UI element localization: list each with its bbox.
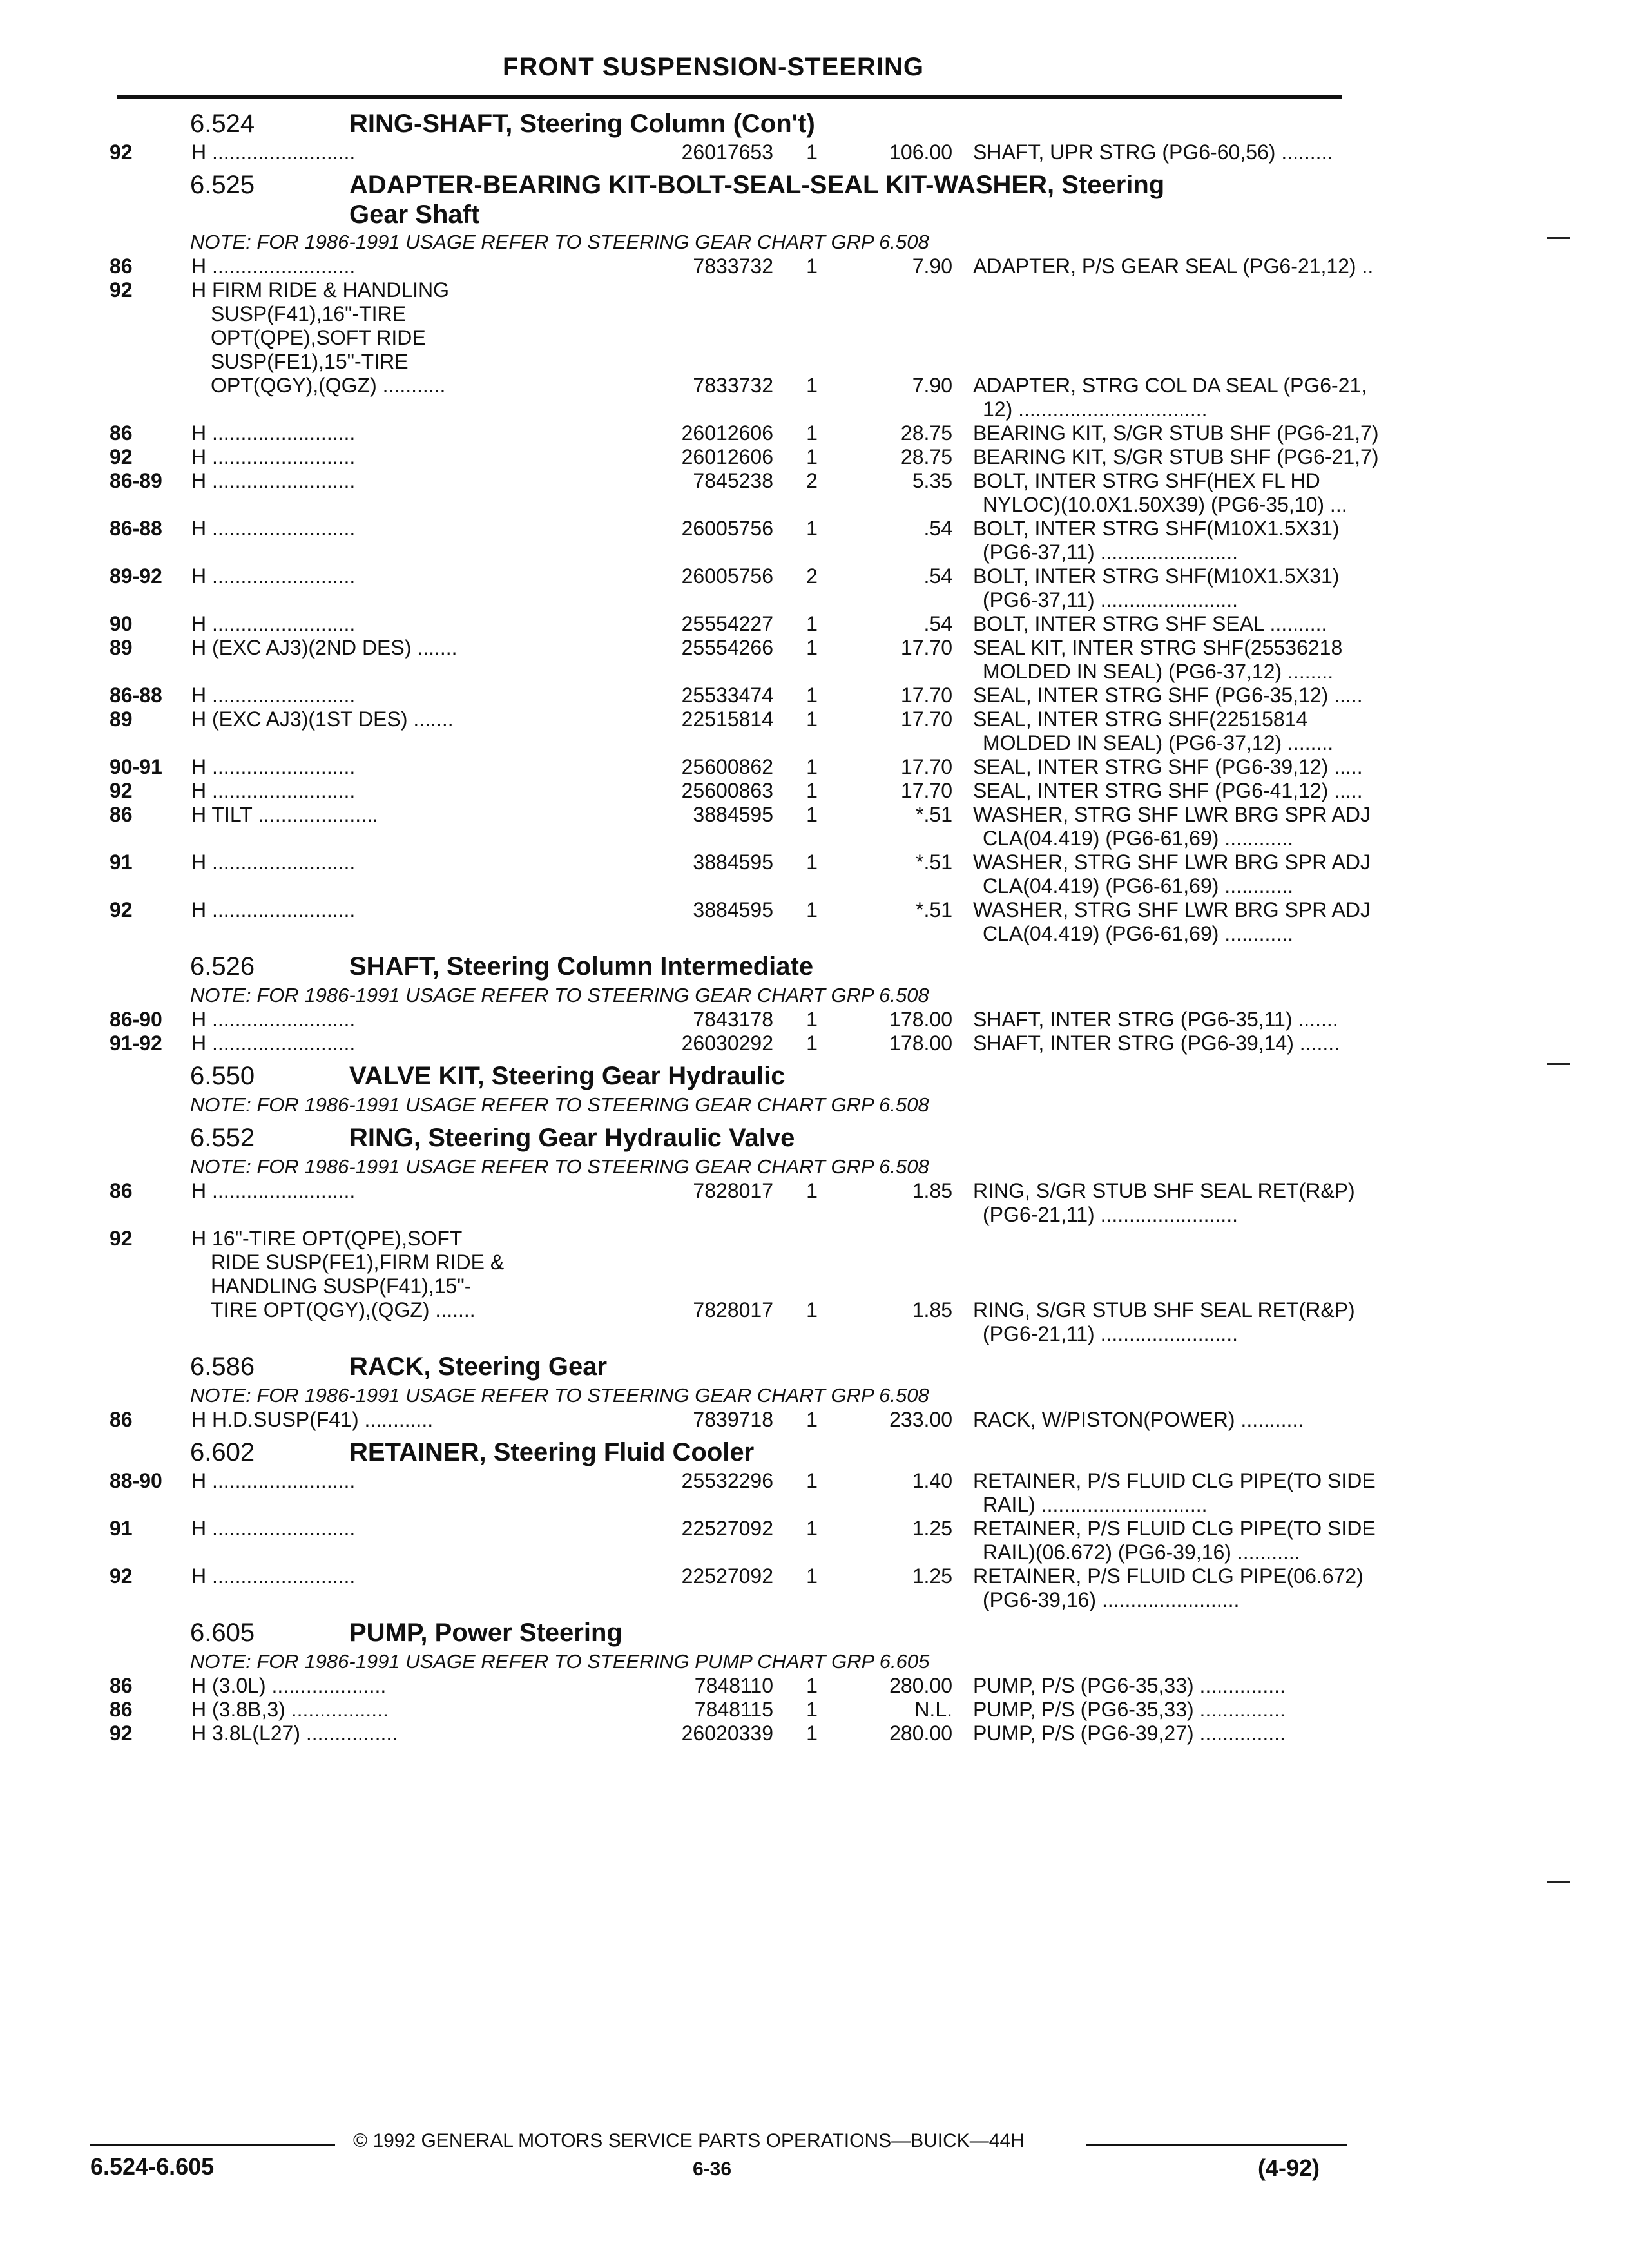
quantity: 2 [806, 469, 818, 492]
part-row [110, 1179, 1355, 1203]
model-year: 86-89 [110, 469, 162, 492]
usage: H ......................... [191, 755, 356, 778]
usage: H ......................... [191, 469, 356, 492]
section-heading [110, 950, 1347, 983]
part-number: 26012606 [681, 421, 773, 445]
footer-section-range: 6.524-6.605 [90, 2153, 215, 2180]
section-number: 6.525 [190, 171, 255, 199]
part-number: 7833732 [693, 374, 773, 397]
quantity: 1 [806, 421, 818, 445]
part-number: 25600862 [681, 755, 773, 778]
description: SEAL, INTER STRG SHF (PG6-39,12) ..... [973, 755, 1363, 778]
section-heading [110, 107, 1347, 140]
part-row [110, 684, 1363, 707]
description-continued [110, 731, 1347, 755]
description: BOLT, INTER STRG SHF(HEX FL HD [973, 469, 1320, 492]
model-year: 92 [110, 445, 133, 468]
quantity: 1 [806, 374, 818, 397]
section-heading [110, 1350, 1347, 1383]
price: .54 [923, 517, 952, 540]
part-row [110, 755, 1363, 779]
part-number: 22515814 [681, 707, 773, 731]
description: SEAL, INTER STRG SHF(22515814 [973, 707, 1308, 731]
part-row [110, 469, 1347, 493]
usage-note: NOTE: FOR 1986-1991 USAGE REFER TO STEERING GEAR CHART GRP 6.508 [190, 231, 929, 253]
description-line: CLA(04.419) (PG6-61,69) ............ [983, 827, 1293, 850]
usage: H ......................... [191, 421, 356, 445]
description: ADAPTER, P/S GEAR SEAL (PG6-21,12) .. [973, 255, 1374, 278]
part-row [110, 1517, 1376, 1541]
usage: H ......................... [191, 779, 356, 802]
part-number: 25533474 [681, 684, 773, 707]
description-line: (PG6-37,11) ........................ [983, 541, 1238, 564]
part-row [110, 850, 1371, 874]
margin-tick [1547, 1881, 1570, 1883]
description-continued [110, 1588, 1347, 1612]
section-heading [110, 1059, 1347, 1093]
description-continued [110, 922, 1347, 946]
description-line: (PG6-37,11) ........................ [983, 588, 1238, 611]
quantity: 1 [806, 898, 818, 921]
description: PUMP, P/S (PG6-35,33) ............... [973, 1698, 1286, 1721]
description-line: 12) ................................. [983, 398, 1208, 421]
part-row [110, 1408, 1347, 1432]
part-row [110, 636, 1347, 660]
description: SHAFT, UPR STRG (PG6-60,56) ......... [973, 140, 1333, 164]
quantity: 1 [806, 1469, 818, 1492]
footer-date: (4-92) [1258, 2155, 1320, 2181]
price: *.51 [916, 803, 952, 826]
part-number: 25554227 [681, 612, 773, 635]
part-number: 22527092 [681, 1564, 773, 1588]
description-continued [110, 493, 1347, 517]
part-number: 7848110 [694, 1674, 773, 1697]
description: RETAINER, P/S FLUID CLG PIPE(TO SIDE [973, 1517, 1376, 1540]
usage-line: RIDE SUSP(FE1),FIRM RIDE & [211, 1251, 505, 1274]
usage: H ......................... [191, 1179, 356, 1202]
model-year: 90-91 [110, 755, 162, 778]
price: 106.00 [889, 140, 952, 164]
part-row [110, 707, 1347, 731]
price: 178.00 [889, 1032, 952, 1055]
quantity: 1 [806, 803, 818, 826]
usage: H (EXC AJ3)(2ND DES) ....... [191, 636, 458, 659]
quantity: 1 [806, 1408, 818, 1431]
description-line: RAIL)(06.672) (PG6-39,16) ........... [983, 1541, 1300, 1564]
usage: H 3.8L(L27) ................ [191, 1722, 398, 1745]
usage: H ......................... [191, 1008, 356, 1031]
description: SHAFT, INTER STRG (PG6-39,14) ....... [973, 1032, 1340, 1055]
part-number: 7833732 [693, 255, 773, 278]
part-number: 25554266 [681, 636, 773, 659]
price: N.L. [914, 1698, 952, 1721]
part-number: 26012606 [681, 445, 773, 468]
description: BOLT, INTER STRG SHF(M10X1.5X31) [973, 517, 1340, 540]
description: ADAPTER, STRG COL DA SEAL (PG6-21, [973, 374, 1367, 397]
price: 17.70 [900, 779, 952, 802]
quantity: 1 [806, 684, 818, 707]
description-continued [110, 588, 1347, 612]
description: WASHER, STRG SHF LWR BRG SPR ADJ [973, 898, 1371, 921]
quantity: 1 [806, 612, 818, 635]
usage-line: HANDLING SUSP(F41),15"- [211, 1274, 472, 1298]
part-number: 7828017 [693, 1298, 773, 1321]
usage-note: NOTE: FOR 1986-1991 USAGE REFER TO STEERING GEAR CHART GRP 6.508 [190, 1155, 929, 1178]
price: .54 [923, 564, 952, 588]
description-continued [110, 1493, 1347, 1517]
section-heading [110, 168, 1347, 202]
price: 17.70 [900, 684, 952, 707]
part-number: 7843178 [693, 1008, 773, 1031]
model-year: 86-88 [110, 517, 162, 540]
quantity: 1 [806, 1564, 818, 1588]
description-continued [110, 541, 1347, 564]
model-year: 92 [110, 1564, 133, 1588]
description-line: (PG6-21,11) ........................ [983, 1322, 1238, 1345]
quantity: 1 [806, 1179, 818, 1202]
section-number: 6.524 [190, 110, 255, 138]
description-continued [110, 1203, 1347, 1227]
description-line: CLA(04.419) (PG6-61,69) ............ [983, 922, 1293, 945]
model-year: 86-88 [110, 684, 162, 707]
part-number: 26005756 [681, 517, 773, 540]
part-row [110, 803, 1371, 827]
part-number: 22527092 [681, 1517, 773, 1540]
usage: H ......................... [191, 850, 356, 874]
price: 17.70 [900, 707, 952, 731]
part-number: 25532296 [681, 1469, 773, 1492]
quantity: 1 [806, 1298, 818, 1321]
model-year: 86 [110, 421, 133, 445]
part-row [110, 445, 1379, 469]
part-row [110, 612, 1347, 636]
model-year: 92 [110, 1227, 133, 1250]
part-row [110, 278, 1347, 302]
model-year: 86 [110, 1698, 133, 1721]
price: 28.75 [900, 421, 952, 445]
part-number: 26005756 [681, 564, 773, 588]
usage: H 16"-TIRE OPT(QPE),SOFT [191, 1227, 463, 1250]
quantity: 1 [806, 707, 818, 731]
usage: H ......................... [191, 517, 356, 540]
part-row [110, 140, 1347, 164]
quantity: 1 [806, 255, 818, 278]
part-row [110, 1674, 1347, 1698]
description-line: RAIL) ............................. [983, 1493, 1208, 1516]
section-number: 6.602 [190, 1438, 255, 1466]
model-year: 92 [110, 779, 133, 802]
quantity: 1 [806, 1698, 818, 1721]
usage: H FIRM RIDE & HANDLING [191, 278, 450, 302]
price: *.51 [916, 850, 952, 874]
part-row [110, 421, 1379, 445]
part-number: 7848115 [694, 1698, 773, 1721]
usage: H ......................... [191, 898, 356, 921]
part-number: 26030292 [681, 1032, 773, 1055]
part-row [110, 1032, 1347, 1055]
description-line: (PG6-21,11) ........................ [983, 1203, 1238, 1226]
section-title: RETAINER, Steering Fluid Cooler [349, 1438, 755, 1466]
model-year: 91 [110, 1517, 133, 1540]
price: 178.00 [889, 1008, 952, 1031]
footer-rule-left [90, 2144, 335, 2146]
usage: H ......................... [191, 564, 356, 588]
section-title: RACK, Steering Gear [349, 1352, 608, 1381]
usage: H H.D.SUSP(F41) ............ [191, 1408, 434, 1431]
usage: H ......................... [191, 684, 356, 707]
model-year: 86 [110, 255, 133, 278]
margin-tick [1547, 1063, 1570, 1065]
price: 280.00 [889, 1674, 952, 1697]
usage: H ......................... [191, 445, 356, 468]
price: 7.90 [912, 255, 952, 278]
usage: H ......................... [191, 612, 356, 635]
price: 1.85 [912, 1179, 952, 1202]
part-row [110, 898, 1371, 922]
usage-line: SUSP(F41),16"-TIRE [211, 302, 406, 325]
description: RETAINER, P/S FLUID CLG PIPE(06.672) [973, 1564, 1364, 1588]
price: 280.00 [889, 1722, 952, 1745]
description-line: MOLDED IN SEAL) (PG6-37,12) ........ [983, 660, 1334, 683]
description: RACK, W/PISTON(POWER) ........... [973, 1408, 1304, 1431]
price: 17.70 [900, 636, 952, 659]
description-continued [110, 827, 1347, 850]
price: 1.40 [912, 1469, 952, 1492]
description: PUMP, P/S (PG6-35,33) ............... [973, 1674, 1286, 1697]
price: *.51 [916, 898, 952, 921]
model-year: 88-90 [110, 1469, 162, 1492]
model-year: 91-92 [110, 1032, 162, 1055]
usage: H ......................... [191, 1032, 356, 1055]
description-continued [110, 660, 1347, 684]
usage: H ......................... [191, 255, 356, 278]
model-year: 86 [110, 1179, 133, 1202]
part-row [110, 1227, 1347, 1251]
usage-continued [110, 350, 1347, 374]
usage-note: NOTE: FOR 1986-1991 USAGE REFER TO STEERING GEAR CHART GRP 6.508 [190, 984, 929, 1006]
quantity: 1 [806, 755, 818, 778]
description-line: MOLDED IN SEAL) (PG6-37,12) ........ [983, 731, 1334, 754]
price: 1.25 [912, 1564, 952, 1588]
section-number: 6.605 [190, 1619, 255, 1647]
section-title: SHAFT, Steering Column Intermediate [349, 952, 814, 981]
description-line: (PG6-39,16) ........................ [983, 1588, 1240, 1611]
part-number: 26017653 [681, 140, 773, 164]
usage-continued [110, 1274, 1347, 1298]
description: RING, S/GR STUB SHF SEAL RET(R&P) [973, 1298, 1355, 1321]
section-heading [110, 1616, 1347, 1649]
usage: H ......................... [191, 1517, 356, 1540]
price: 5.35 [912, 469, 952, 492]
section-title: PUMP, Power Steering [349, 1619, 622, 1647]
usage: H TILT ..................... [191, 803, 378, 826]
part-number: 7845238 [693, 469, 773, 492]
description-line: NYLOC)(10.0X1.50X39) (PG6-35,10) ... [983, 493, 1347, 516]
quantity: 1 [806, 445, 818, 468]
usage: H (3.0L) .................... [191, 1674, 387, 1697]
quantity: 1 [806, 779, 818, 802]
part-row [110, 1722, 1347, 1745]
part-number: 3884595 [693, 803, 773, 826]
description-continued [110, 1322, 1347, 1346]
part-row [110, 255, 1374, 278]
margin-tick [1547, 237, 1570, 239]
description: SEAL, INTER STRG SHF (PG6-41,12) ..... [973, 779, 1363, 802]
description: RING, S/GR STUB SHF SEAL RET(R&P) [973, 1179, 1355, 1202]
description: RETAINER, P/S FLUID CLG PIPE(TO SIDE [973, 1469, 1376, 1492]
page-title: FRONT SUSPENSION-STEERING [503, 53, 924, 81]
part-row [110, 517, 1347, 541]
usage-line: TIRE OPT(QGY),(QGZ) ....... [211, 1298, 476, 1321]
section-number: 6.552 [190, 1124, 255, 1152]
section-heading [110, 1121, 1347, 1155]
description-continued [110, 1541, 1347, 1564]
part-number: 7828017 [693, 1179, 773, 1202]
usage: H (EXC AJ3)(1ST DES) ....... [191, 707, 454, 731]
model-year: 86 [110, 1674, 133, 1697]
section-title: VALVE KIT, Steering Gear Hydraulic [349, 1062, 786, 1090]
part-row [110, 1564, 1364, 1588]
description: BEARING KIT, S/GR STUB SHF (PG6-21,7) [973, 445, 1379, 468]
description: BOLT, INTER STRG SHF SEAL .......... [973, 612, 1327, 635]
description-line: CLA(04.419) (PG6-61,69) ............ [983, 874, 1293, 898]
section-title: ADAPTER-BEARING KIT-BOLT-SEAL-SEAL KIT-WASHER, Steering [349, 171, 1165, 199]
part-number: 25600863 [681, 779, 773, 802]
model-year: 89 [110, 707, 133, 731]
description: PUMP, P/S (PG6-39,27) ............... [973, 1722, 1286, 1745]
description: BEARING KIT, S/GR STUB SHF (PG6-21,7) [973, 421, 1379, 445]
usage: H ......................... [191, 1469, 356, 1492]
quantity: 1 [806, 1722, 818, 1745]
header-rule [117, 95, 1342, 99]
part-row [110, 564, 1347, 588]
section-number: 6.586 [190, 1352, 255, 1381]
part-row [110, 1469, 1376, 1493]
section-heading [110, 1436, 1347, 1469]
part-number: 7839718 [693, 1408, 773, 1431]
quantity: 1 [806, 1517, 818, 1540]
model-year: 86 [110, 1408, 133, 1431]
usage: H ......................... [191, 1564, 356, 1588]
price: 1.25 [912, 1517, 952, 1540]
usage: H ......................... [191, 140, 356, 164]
price: 1.85 [912, 1298, 952, 1321]
part-row-values [110, 1298, 1355, 1322]
part-row [110, 1698, 1347, 1722]
part-row-values [110, 374, 1367, 398]
price: 28.75 [900, 445, 952, 468]
description: SHAFT, INTER STRG (PG6-35,11) ....... [973, 1008, 1338, 1031]
usage-line: SUSP(FE1),15"-TIRE [211, 350, 409, 373]
footer-rule-right [1086, 2144, 1347, 2146]
part-row [110, 1008, 1347, 1032]
model-year: 86 [110, 803, 133, 826]
usage-note: NOTE: FOR 1986-1991 USAGE REFER TO STEERING GEAR CHART GRP 6.508 [190, 1093, 929, 1116]
part-number: 26020339 [681, 1722, 773, 1745]
description: SEAL, INTER STRG SHF (PG6-35,12) ..... [973, 684, 1363, 707]
usage: H (3.8B,3) ................. [191, 1698, 389, 1721]
model-year: 89-92 [110, 564, 162, 588]
description-continued [110, 398, 1347, 421]
usage-note: NOTE: FOR 1986-1991 USAGE REFER TO STEERING GEAR CHART GRP 6.508 [190, 1384, 929, 1407]
quantity: 1 [806, 1674, 818, 1697]
parts-listing [110, 103, 1379, 1745]
usage-note: NOTE: FOR 1986-1991 USAGE REFER TO STEERING PUMP CHART GRP 6.605 [190, 1650, 930, 1673]
price: .54 [923, 612, 952, 635]
usage-line: OPT(QPE),SOFT RIDE [211, 326, 426, 349]
footer-copyright: © 1992 GENERAL MOTORS SERVICE PARTS OPERATIONS—BUICK—44H [353, 2130, 1025, 2151]
description: BOLT, INTER STRG SHF(M10X1.5X31) [973, 564, 1340, 588]
description-continued [110, 874, 1347, 898]
model-year: 92 [110, 898, 133, 921]
quantity: 1 [806, 1008, 818, 1031]
price: 7.90 [912, 374, 952, 397]
description: WASHER, STRG SHF LWR BRG SPR ADJ [973, 850, 1371, 874]
model-year: 91 [110, 850, 133, 874]
description: SEAL KIT, INTER STRG SHF(25536218 [973, 636, 1343, 659]
usage-line: OPT(QGY),(QGZ) ........... [211, 374, 446, 397]
quantity: 1 [806, 850, 818, 874]
quantity: 1 [806, 140, 818, 164]
quantity: 1 [806, 1032, 818, 1055]
part-number: 3884595 [693, 898, 773, 921]
price: 233.00 [889, 1408, 952, 1431]
model-year: 89 [110, 636, 133, 659]
usage-continued [110, 1251, 1347, 1274]
section-number: 6.526 [190, 952, 255, 981]
part-row [110, 779, 1363, 803]
section-title: RING, Steering Gear Hydraulic Valve [349, 1124, 795, 1152]
quantity: 1 [806, 636, 818, 659]
model-year: 90 [110, 612, 133, 635]
quantity: 2 [806, 564, 818, 588]
section-heading-continued [110, 202, 1347, 230]
section-title: RING-SHAFT, Steering Column (Con't) [349, 110, 815, 138]
section-title-line2: Gear Shaft [349, 200, 480, 229]
footer-page-number: 6-36 [693, 2158, 732, 2180]
description: WASHER, STRG SHF LWR BRG SPR ADJ [973, 803, 1371, 826]
model-year: 92 [110, 140, 133, 164]
usage-continued [110, 326, 1347, 350]
model-year: 92 [110, 1722, 133, 1745]
price: 17.70 [900, 755, 952, 778]
usage-continued [110, 302, 1347, 326]
model-year: 92 [110, 278, 133, 302]
quantity: 1 [806, 517, 818, 540]
section-number: 6.550 [190, 1062, 255, 1090]
model-year: 86-90 [110, 1008, 162, 1031]
part-number: 3884595 [693, 850, 773, 874]
